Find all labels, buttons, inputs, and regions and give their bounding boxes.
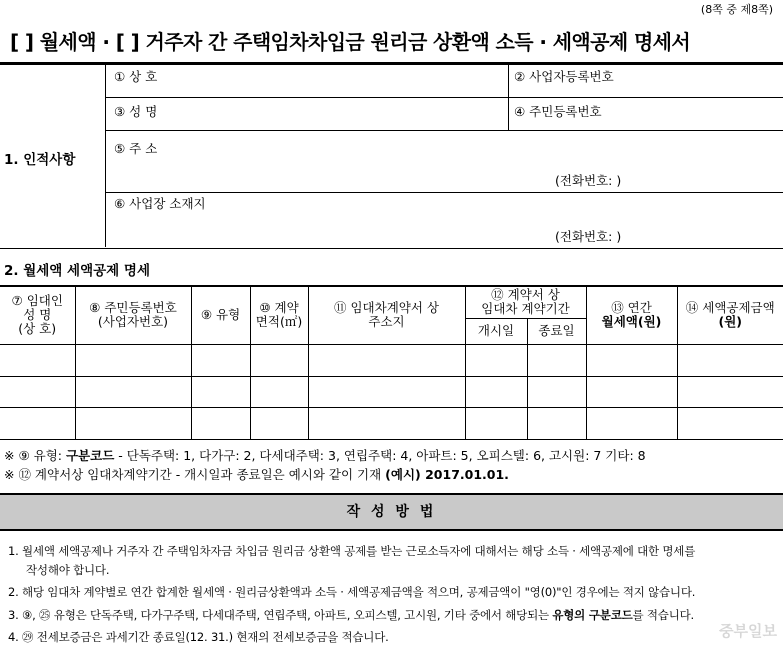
- header-deduction-amount: ⑭ 세액공제금액 (원): [677, 286, 783, 344]
- business-name-field[interactable]: ① 상 호: [114, 69, 158, 84]
- method-item-4: 4. ㉙ 전세보증금은 과세기간 종료일(12. 31.) 현재의 전세보증금을 적습니다.: [8, 630, 389, 644]
- section1-bottom: [0, 248, 783, 249]
- workplace-address-field[interactable]: ⑥ 사업장 소재지: [114, 196, 206, 211]
- page-number: (8쪽 중 제8쪽): [700, 3, 773, 16]
- address-phone: (전화번호: ): [555, 173, 622, 188]
- address-field[interactable]: ⑤ 주 소: [114, 141, 158, 156]
- method-item-3: 3. ⑨, ㉕ 유형은 단독주택, 다가구주택, 다세대주택, 연립주택, 아파트, 오피스텔, 고시원, 기타 중에서 해당되는 유형의 구분코드를 적습니다.: [8, 608, 694, 622]
- header-end-date: 종료일: [527, 318, 586, 344]
- header-lease-period: ⑫ 계약서 상 임대차 계약기간: [465, 286, 586, 318]
- row-line-2: [105, 130, 783, 131]
- row-line-1: [105, 97, 783, 98]
- form-title: [ ] 월세액 · [ ] 거주자 간 주택임차차입금 원리금 상환액 소득 · 세액공제 명세서: [10, 30, 691, 54]
- section1-label: 1. 인적사항: [4, 152, 76, 168]
- section2-label: 2. 월세액 세액공제 명세: [4, 263, 150, 279]
- method-item-1-cont: 작성해야 합니다.: [26, 563, 110, 577]
- table-row: [0, 407, 783, 439]
- header-annual-rent: ⑬ 연간 월세액(원): [586, 286, 677, 344]
- table-row: [0, 376, 783, 407]
- header-lease-address: ⑪ 임대차계약서 상 주소지: [308, 286, 465, 344]
- row-line-3: [105, 192, 783, 193]
- header-id-number: ⑧ 주민등록번호 (사업자번호): [75, 286, 191, 344]
- section1-divider: [105, 64, 106, 247]
- watermark-logo: 중부일보: [719, 622, 777, 640]
- header-area: ⑩ 계약 면적(㎡): [250, 286, 308, 344]
- type-code-note: ※ ⑨ 유형: 구분코드 - 단독주택: 1, 다가구: 2, 다세대주택: 3, 연립주택: 4, 아파트: 5, 오피스텔: 6, 고시원: 7 기타: 8: [4, 448, 646, 463]
- resident-number-field[interactable]: ④ 주민등록번호: [514, 104, 602, 119]
- lease-period-note: ※ ⑫ 계약서상 임대차계약기간 - 개시일과 종료일은 예시와 같이 기재 (예시) 2017.01.01.: [4, 467, 509, 482]
- name-field[interactable]: ③ 성 명: [114, 104, 158, 119]
- method-item-2: 2. 해당 임대차 계약별로 연간 합계한 월세액 · 원리금상환액과 소득 · 세액공제금액을 적으며, 공제금액이 "영(0)"인 경우에는 적지 않습니다.: [8, 585, 696, 599]
- workplace-phone: (전화번호: ): [555, 229, 622, 244]
- rent-deduction-table: [0, 285, 783, 440]
- header-start-date: 개시일: [465, 318, 527, 344]
- header-type: ⑨ 유형: [191, 286, 250, 344]
- title-underline: [0, 62, 783, 65]
- business-reg-number-field[interactable]: ② 사업자등록번호: [514, 69, 614, 84]
- header-landlord: ⑦ 임대인 성 명 (상 호): [0, 286, 75, 344]
- method-item-1: 1. 월세액 세액공제나 거주자 간 주택임차자금 차입금 원리금 상환액 공제를 받는 근로소득자에 대해서는 해당 소득 · 세액공제에 대한 명세를: [8, 544, 696, 558]
- method-heading: 작 성 방 법: [0, 493, 783, 531]
- table-row: [0, 344, 783, 376]
